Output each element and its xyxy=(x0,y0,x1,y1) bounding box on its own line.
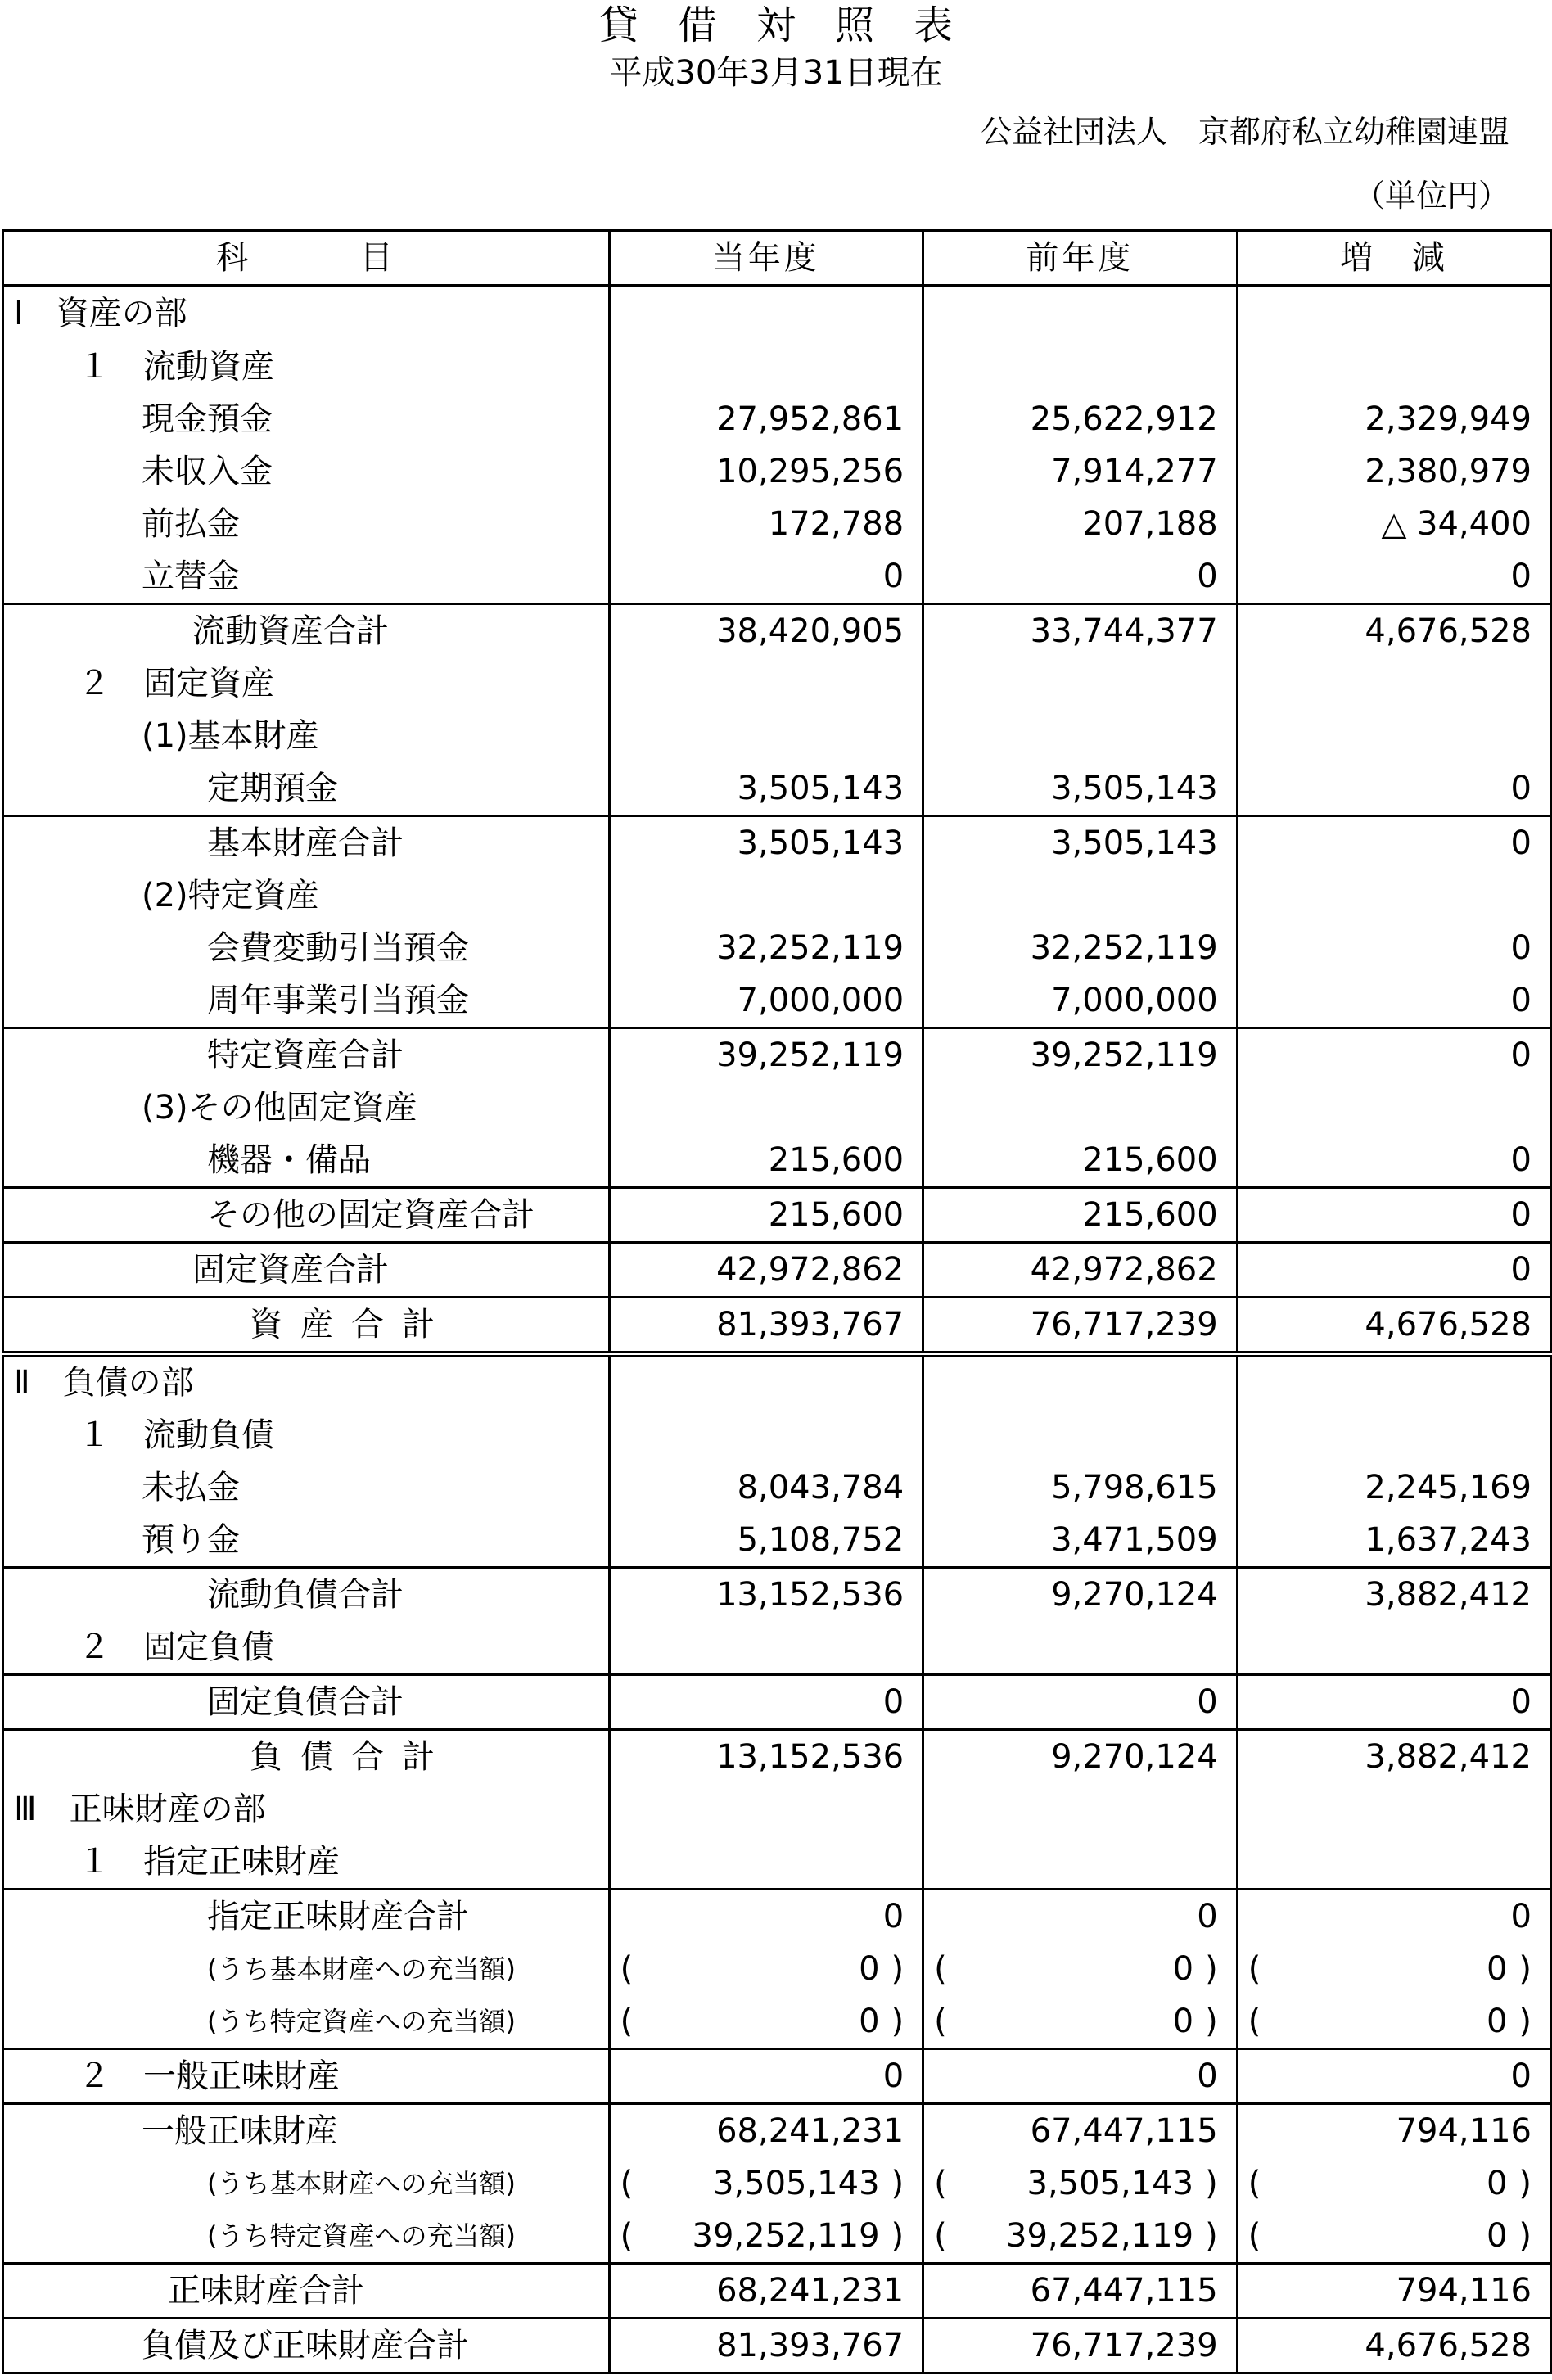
cell-previous: 67,447,115 xyxy=(923,2264,1238,2319)
cell-change: 1,637,243 xyxy=(1237,1514,1550,1568)
cell-current xyxy=(609,710,923,762)
cell-current: 215,600 xyxy=(609,1188,923,1243)
open-paren: ( xyxy=(934,1950,947,1988)
cell-change xyxy=(1237,1409,1550,1461)
open-paren: ( xyxy=(1247,1950,1261,1988)
table-row xyxy=(3,1082,1551,1134)
cell-current xyxy=(609,1995,923,2049)
row-label: 周年事業引当預金 xyxy=(3,974,610,1028)
cell-change: 0 xyxy=(1237,1134,1550,1188)
table-row xyxy=(3,393,1551,445)
cell-value: 0 xyxy=(1172,2003,1194,2040)
table-row xyxy=(3,1298,1551,1354)
cell-change: 794,116 xyxy=(1237,2264,1550,2319)
close-paren: ) xyxy=(891,2003,905,2040)
table-row xyxy=(3,2049,1551,2104)
cell-change: 0 xyxy=(1237,2049,1550,2104)
row-label: １ 流動資産 xyxy=(3,341,610,393)
table-row xyxy=(3,2157,1551,2210)
cell-value: 39,252,119 xyxy=(1006,2217,1194,2255)
cell-previous: 0 xyxy=(923,1675,1238,1730)
row-label: 指定正味財産合計 xyxy=(3,1890,610,1944)
table-row xyxy=(3,2210,1551,2264)
cell-change: 0 xyxy=(1237,1188,1550,1243)
table-row xyxy=(3,869,1551,922)
cell-previous: 7,000,000 xyxy=(923,974,1238,1028)
close-paren: ) xyxy=(1518,2003,1532,2040)
cell-current: 68,241,231 xyxy=(609,2264,923,2319)
cell-previous xyxy=(923,2157,1238,2210)
header-previous-year: 前年度 xyxy=(923,231,1238,286)
cell-current: 172,788 xyxy=(609,498,923,550)
unit-note: （単位円） xyxy=(1353,178,1509,214)
cell-previous xyxy=(923,1621,1238,1675)
row-label: 預り金 xyxy=(3,1514,610,1568)
cell-change: 3,882,412 xyxy=(1237,1730,1550,1784)
row-label: 流動負債合計 xyxy=(3,1568,610,1622)
cell-previous xyxy=(923,2210,1238,2264)
cell-current: 42,972,862 xyxy=(609,1243,923,1298)
cell-change: 0 xyxy=(1237,1028,1550,1082)
cell-previous xyxy=(923,869,1238,922)
table-row xyxy=(3,604,1551,658)
cell-change: △ 34,400 xyxy=(1237,498,1550,550)
cell-change xyxy=(1237,657,1550,710)
cell-current: 27,952,861 xyxy=(609,393,923,445)
table-row xyxy=(3,341,1551,393)
cell-previous xyxy=(923,1836,1238,1890)
cell-current xyxy=(609,1354,923,1410)
row-label: 定期預金 xyxy=(3,762,610,816)
table-row xyxy=(3,1568,1551,1622)
close-paren: ) xyxy=(1205,1950,1218,1988)
table-row xyxy=(3,1028,1551,1082)
cell-current xyxy=(609,657,923,710)
cell-current: 5,108,752 xyxy=(609,1514,923,1568)
cell-change: 3,882,412 xyxy=(1237,1568,1550,1622)
page-title: 貸借対照表 xyxy=(598,2,992,48)
cell-previous xyxy=(923,1409,1238,1461)
cell-current xyxy=(609,341,923,393)
close-paren: ) xyxy=(1518,2165,1532,2202)
balance-sheet-table xyxy=(2,229,1552,2374)
cell-previous: 76,717,239 xyxy=(923,1298,1238,1354)
close-paren: ) xyxy=(1205,2003,1218,2040)
row-label: 基本財産合計 xyxy=(3,816,610,870)
header-change: 増 減 xyxy=(1237,231,1550,286)
row-label: (1)基本財産 xyxy=(3,710,610,762)
cell-current: 13,152,536 xyxy=(609,1730,923,1784)
table-body xyxy=(3,286,1551,2373)
table-row xyxy=(3,1621,1551,1675)
cell-previous: 67,447,115 xyxy=(923,2104,1238,2158)
cell-current xyxy=(609,1783,923,1836)
cell-change: 0 xyxy=(1237,1890,1550,1944)
cell-previous xyxy=(923,657,1238,710)
row-label: 資産合計 xyxy=(3,1298,610,1354)
cell-previous: 25,622,912 xyxy=(923,393,1238,445)
cell-current xyxy=(609,869,923,922)
table-row xyxy=(3,1730,1551,1784)
table-row xyxy=(3,1995,1551,2049)
row-label: 現金預金 xyxy=(3,393,610,445)
row-label: 会費変動引当預金 xyxy=(3,922,610,974)
cell-current: 0 xyxy=(609,2049,923,2104)
cell-change: 0 xyxy=(1237,1243,1550,1298)
row-label: (うち特定資産への充当額) xyxy=(3,1995,610,2049)
cell-previous xyxy=(923,1783,1238,1836)
row-label: その他の固定資産合計 xyxy=(3,1188,610,1243)
table-row xyxy=(3,1134,1551,1188)
cell-previous: 215,600 xyxy=(923,1134,1238,1188)
cell-current xyxy=(609,1943,923,1995)
cell-change: 0 xyxy=(1237,974,1550,1028)
row-label: (2)特定資産 xyxy=(3,869,610,922)
row-label: 機器・備品 xyxy=(3,1134,610,1188)
cell-current: 7,000,000 xyxy=(609,974,923,1028)
cell-value: 0 xyxy=(1172,1950,1194,1988)
cell-previous xyxy=(923,1354,1238,1410)
cell-current: 0 xyxy=(609,550,923,604)
row-label: 固定負債合計 xyxy=(3,1675,610,1730)
cell-previous: 3,505,143 xyxy=(923,762,1238,816)
cell-change: 4,676,528 xyxy=(1237,1298,1550,1354)
cell-current: 8,043,784 xyxy=(609,1461,923,1514)
cell-current: 0 xyxy=(609,1890,923,1944)
cell-previous: 9,270,124 xyxy=(923,1730,1238,1784)
cell-previous: 5,798,615 xyxy=(923,1461,1238,1514)
table-row xyxy=(3,1243,1551,1298)
cell-current: 3,505,143 xyxy=(609,816,923,870)
cell-change: 4,676,528 xyxy=(1237,2319,1550,2373)
cell-previous xyxy=(923,286,1238,341)
cell-current: 215,600 xyxy=(609,1134,923,1188)
row-label: １ 流動負債 xyxy=(3,1409,610,1461)
cell-change: 0 xyxy=(1237,922,1550,974)
cell-value: 0 xyxy=(859,1950,880,1988)
cell-previous: 0 xyxy=(923,1890,1238,1944)
cell-current xyxy=(609,1409,923,1461)
row-label: 未払金 xyxy=(3,1461,610,1514)
cell-current xyxy=(609,1082,923,1134)
table-row xyxy=(3,1836,1551,1890)
close-paren: ) xyxy=(1518,1950,1532,1988)
table-row xyxy=(3,1188,1551,1243)
header-current-year: 当年度 xyxy=(609,231,923,286)
row-label: 前払金 xyxy=(3,498,610,550)
row-label: 正味財産合計 xyxy=(3,2264,610,2319)
cell-value: 0 xyxy=(1486,2217,1508,2255)
cell-change xyxy=(1237,341,1550,393)
table-row xyxy=(3,1943,1551,1995)
report-date: 平成30年3月31日現在 xyxy=(609,54,943,92)
table-row xyxy=(3,816,1551,870)
cell-current: 13,152,536 xyxy=(609,1568,923,1622)
cell-change xyxy=(1237,286,1550,341)
cell-previous xyxy=(923,341,1238,393)
row-label: 立替金 xyxy=(3,550,610,604)
cell-value: 3,505,143 xyxy=(1026,2165,1194,2202)
row-label: Ⅲ 正味財産の部 xyxy=(3,1783,610,1836)
cell-previous: 39,252,119 xyxy=(923,1028,1238,1082)
header-row xyxy=(3,231,1551,286)
row-label: (3)その他固定資産 xyxy=(3,1082,610,1134)
header-account: 科 目 xyxy=(3,231,610,286)
row-label: 特定資産合計 xyxy=(3,1028,610,1082)
organization-name: 公益社団法人 京都府私立幼稚園連盟 xyxy=(980,114,1509,150)
row-label: 負債合計 xyxy=(3,1730,610,1784)
cell-previous xyxy=(923,1995,1238,2049)
cell-change xyxy=(1237,1354,1550,1410)
open-paren: ( xyxy=(1247,2165,1261,2202)
cell-current xyxy=(609,2210,923,2264)
cell-previous: 207,188 xyxy=(923,498,1238,550)
table-row xyxy=(3,498,1551,550)
open-paren: ( xyxy=(620,2217,634,2255)
cell-change xyxy=(1237,1836,1550,1890)
cell-change xyxy=(1237,1943,1550,1995)
table-row xyxy=(3,657,1551,710)
table-row xyxy=(3,922,1551,974)
open-paren: ( xyxy=(934,2217,947,2255)
row-label: (うち基本財産への充当額) xyxy=(3,1943,610,1995)
table-row xyxy=(3,445,1551,498)
table-row xyxy=(3,1675,1551,1730)
row-label: (うち基本財産への充当額) xyxy=(3,2157,610,2210)
cell-current: 68,241,231 xyxy=(609,2104,923,2158)
cell-current xyxy=(609,286,923,341)
cell-previous: 32,252,119 xyxy=(923,922,1238,974)
cell-current: 39,252,119 xyxy=(609,1028,923,1082)
cell-previous xyxy=(923,710,1238,762)
row-label: Ⅱ 負債の部 xyxy=(3,1354,610,1410)
cell-change: 2,245,169 xyxy=(1237,1461,1550,1514)
cell-previous: 0 xyxy=(923,550,1238,604)
open-paren: ( xyxy=(620,1950,634,1988)
table-row xyxy=(3,1783,1551,1836)
cell-previous: 0 xyxy=(923,2049,1238,2104)
row-label: ２ 固定負債 xyxy=(3,1621,610,1675)
row-label: 固定資産合計 xyxy=(3,1243,610,1298)
row-label: ２ 一般正味財産 xyxy=(3,2049,610,2104)
cell-current: 3,505,143 xyxy=(609,762,923,816)
cell-current: 10,295,256 xyxy=(609,445,923,498)
cell-previous: 3,471,509 xyxy=(923,1514,1238,1568)
cell-previous xyxy=(923,1082,1238,1134)
cell-change xyxy=(1237,710,1550,762)
cell-change xyxy=(1237,1995,1550,2049)
cell-previous xyxy=(923,1943,1238,1995)
row-label: (うち特定資産への充当額) xyxy=(3,2210,610,2264)
table-row xyxy=(3,1461,1551,1514)
cell-previous: 7,914,277 xyxy=(923,445,1238,498)
close-paren: ) xyxy=(891,1950,905,1988)
cell-change: 0 xyxy=(1237,550,1550,604)
cell-previous: 215,600 xyxy=(923,1188,1238,1243)
cell-change: 0 xyxy=(1237,816,1550,870)
row-label: 一般正味財産 xyxy=(3,2104,610,2158)
close-paren: ) xyxy=(891,2217,905,2255)
cell-change xyxy=(1237,2157,1550,2210)
cell-current: 38,420,905 xyxy=(609,604,923,658)
cell-change: 794,116 xyxy=(1237,2104,1550,2158)
cell-change xyxy=(1237,2210,1550,2264)
cell-current xyxy=(609,2157,923,2210)
cell-change xyxy=(1237,1621,1550,1675)
close-paren: ) xyxy=(1205,2165,1218,2202)
row-label: 流動資産合計 xyxy=(3,604,610,658)
cell-value: 0 xyxy=(859,2003,880,2040)
cell-value: 0 xyxy=(1486,2003,1508,2040)
cell-value: 3,505,143 xyxy=(712,2165,880,2202)
cell-current xyxy=(609,1836,923,1890)
table-row xyxy=(3,974,1551,1028)
open-paren: ( xyxy=(934,2165,947,2202)
close-paren: ) xyxy=(1205,2217,1218,2255)
open-paren: ( xyxy=(934,2003,947,2040)
table-row xyxy=(3,1409,1551,1461)
cell-current: 81,393,767 xyxy=(609,2319,923,2373)
table-row xyxy=(3,762,1551,816)
cell-value: 39,252,119 xyxy=(692,2217,880,2255)
table-row xyxy=(3,2264,1551,2319)
close-paren: ) xyxy=(1518,2217,1532,2255)
cell-previous: 9,270,124 xyxy=(923,1568,1238,1622)
row-label: １ 指定正味財産 xyxy=(3,1836,610,1890)
table-row xyxy=(3,1354,1551,1410)
table-row xyxy=(3,1514,1551,1568)
cell-previous: 33,744,377 xyxy=(923,604,1238,658)
cell-change: 0 xyxy=(1237,1675,1550,1730)
cell-change: 2,380,979 xyxy=(1237,445,1550,498)
cell-value: 0 xyxy=(1486,1950,1508,1988)
open-paren: ( xyxy=(620,2165,634,2202)
table-row xyxy=(3,2104,1551,2158)
cell-current xyxy=(609,1621,923,1675)
table-row xyxy=(3,550,1551,604)
table-row xyxy=(3,286,1551,341)
open-paren: ( xyxy=(620,2003,634,2040)
close-paren: ) xyxy=(891,2165,905,2202)
cell-change xyxy=(1237,1082,1550,1134)
cell-current: 81,393,767 xyxy=(609,1298,923,1354)
row-label: 負債及び正味財産合計 xyxy=(3,2319,610,2373)
cell-current: 32,252,119 xyxy=(609,922,923,974)
cell-change: 4,676,528 xyxy=(1237,604,1550,658)
cell-previous: 42,972,862 xyxy=(923,1243,1238,1298)
row-label: ２ 固定資産 xyxy=(3,657,610,710)
cell-previous: 3,505,143 xyxy=(923,816,1238,870)
row-label: 未収入金 xyxy=(3,445,610,498)
cell-previous: 76,717,239 xyxy=(923,2319,1238,2373)
cell-current: 0 xyxy=(609,1675,923,1730)
cell-change xyxy=(1237,1783,1550,1836)
open-paren: ( xyxy=(1247,2217,1261,2255)
cell-change: 2,329,949 xyxy=(1237,393,1550,445)
table-row xyxy=(3,1890,1551,1944)
row-label: Ⅰ 資産の部 xyxy=(3,286,610,341)
cell-value: 0 xyxy=(1486,2165,1508,2202)
cell-change: 0 xyxy=(1237,762,1550,816)
table-row xyxy=(3,710,1551,762)
open-paren: ( xyxy=(1247,2003,1261,2040)
table-row xyxy=(3,2319,1551,2373)
cell-change xyxy=(1237,869,1550,922)
